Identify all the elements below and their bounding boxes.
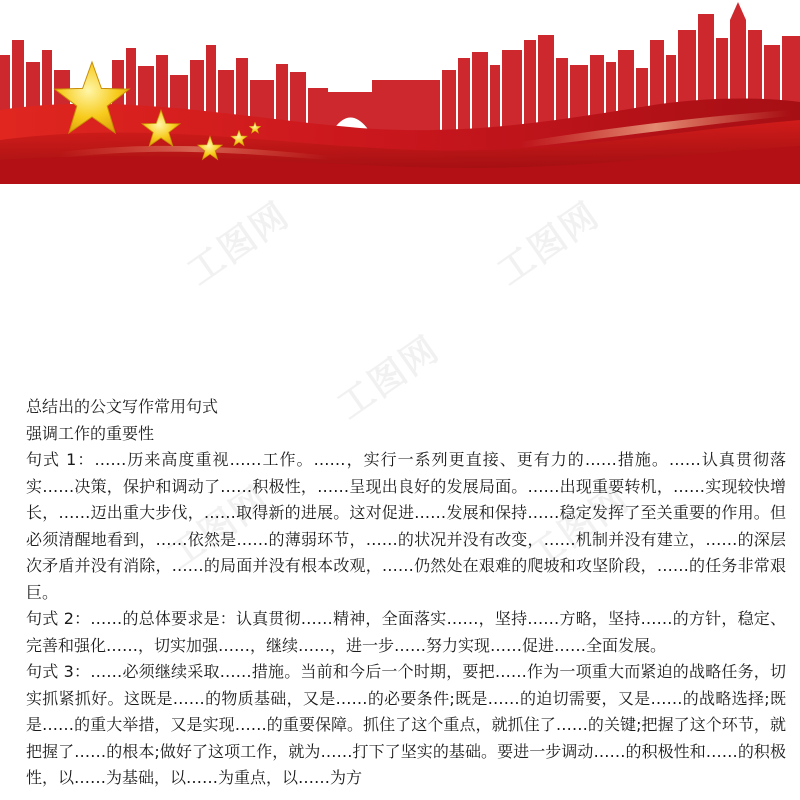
paragraph-pattern-1: 句式 1：……历来高度重视……工作。……，实行一系列更直接、更有力的……措施。……认真贯彻落实……决策，保护和调动了……积极性，……呈现出良好的发展局面。……出现重要转机，……实现较快增长，……迈出重大步伐，……取得新的进展。这对促进……发展和保持……稳定发挥了至关重要的作用。但必须清醒地看到，……依然是……的薄弱环节，……的状况并没有改变，……机制并没有建立，……的深层次矛盾并没有消除，……的局面并没有根本改观，……仍然处在艰难的爬坡和攻坚阶段，……的任务非常艰巨。 [26,450,786,602]
watermark: 工图网 [520,478,638,578]
paragraph-pattern-3: 句式 3：……必须继续采取……措施。当前和今后一个时期，要把……作为一项重大而紧迫的战略任务，切实抓紧抓好。这既是……的物质基础，又是……的必要条件;既是……的迫切需要，又是……的战略选择;既是……的重大举措，又是实现……的重要保障。抓住了这个重点，就抓住了……的关键;把握了这个环节，就把握了……的根本;做好了这项工作，就为……打下了坚实的基础。要进一步调动……的积极性和……的积极性，以……为基础，以……为重点，以……为方 [26,662,786,787]
watermark: 工图网 [330,328,448,428]
watermark: 工图网 [180,194,298,294]
header-banner [0,0,800,184]
red-skyline-banner [0,0,800,184]
document-title: 总结出的公文写作常用句式 [26,397,219,416]
document-body [26,394,786,792]
watermark: 工图网 [490,194,608,294]
watermark: 工图网 [160,478,278,578]
paragraph-pattern-2: 句式 2：……的总体要求是：认真贯彻……精神，全面落实……，坚持……方略，坚持……的方针，稳定、完善和强化……，切实加强……，继续……，进一步……努力实现……促进……全面发展。 [26,609,786,655]
section-heading: 强调工作的重要性 [26,423,155,443]
